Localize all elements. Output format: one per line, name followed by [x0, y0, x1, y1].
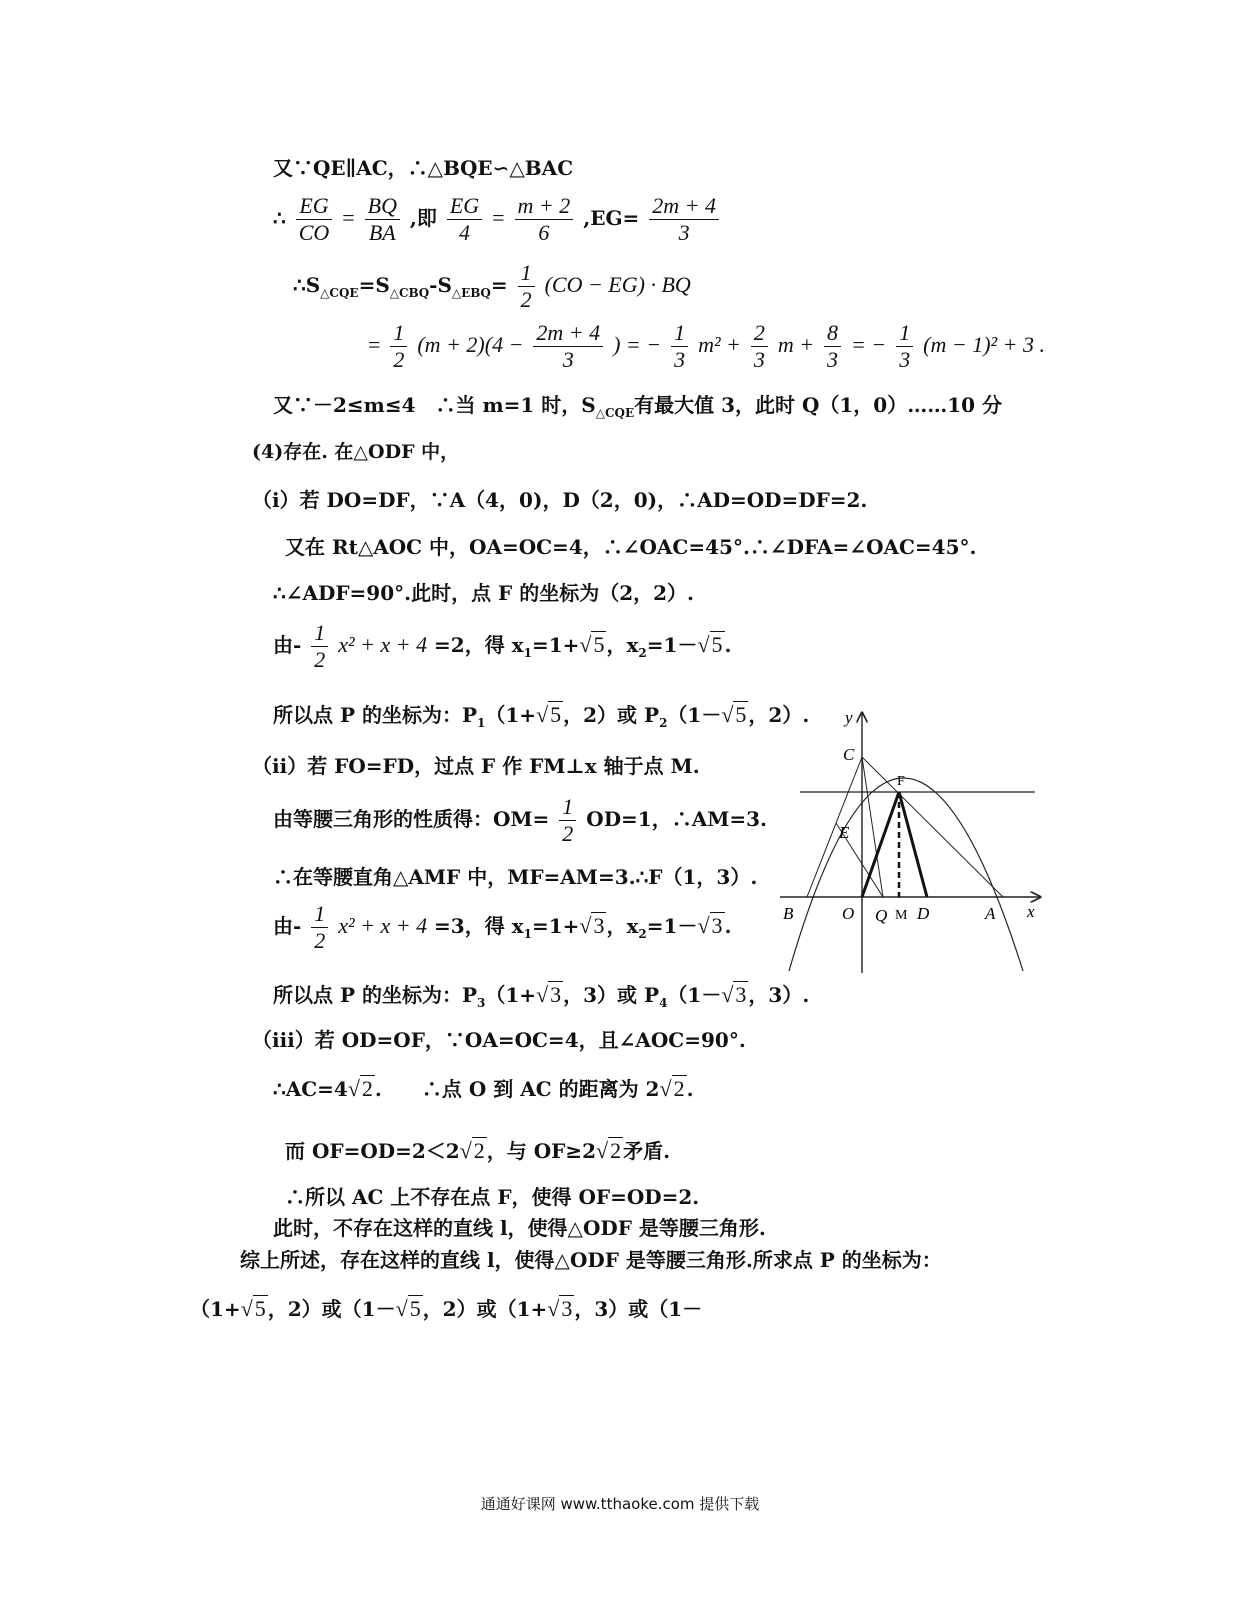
line-18: ∴AC=4√2 . ∴点 O 到 AC 的距离为 2√2 .	[273, 1076, 694, 1101]
fraction-half: $\frac{1}{2}$	[518, 262, 535, 311]
line-23: （1+√5 ，2）或（1－√5 ，2）或（1+√3 ，3）或（1－	[190, 1296, 703, 1321]
fraction-eg-co: $\frac{EG}{CO}$	[296, 195, 333, 244]
line-21: 此时，不存在这样的直线 l，使得△ODF 是等腰三角形.	[273, 1216, 766, 1240]
label-o: O	[842, 904, 855, 923]
connector-text: ,即	[409, 206, 437, 230]
line-4: = $\frac{1}{2}$ (m + 2)(4 − $\frac{2m + 4}{3}$ ) = − $\frac{1}{3}$ m² + $\frac{2}{3}$ m + $\frac{8}{3}$ = − $\frac{1}{3}$ (m − 1)² + 3 .	[368, 320, 1045, 372]
sqrt-5: √5	[579, 632, 605, 657]
line-12: （ⅱ）若 FO=FD，过点 F 作 FM⊥x 轴于点 M.	[252, 754, 700, 778]
equals: =	[342, 205, 355, 230]
fraction-eg-4: $\frac{EG}{4}$	[447, 195, 482, 244]
line-19: 而 OF=OD=2＜2√2 ，与 OF≥2√2 矛盾.	[285, 1138, 671, 1163]
line-15: 由- $\frac{1}{2}$ x² + x + 4 =3，得 $x_1=1+√3$ ，$x_2=1-√3$ .	[273, 901, 732, 953]
line-17: （ⅲ）若 OD=OF，∵OA=OC=4，且∠AOC=90°.	[252, 1028, 746, 1052]
segment-ca	[862, 757, 1003, 897]
line-16: 所以点 P 的坐标为：$P_3(1+√3$ ，3）或 $P_4(1-√3$ ，3）.	[273, 982, 810, 1010]
line-11: 所以点 P 的坐标为：$P_1(1+√5$ ，2）或 $P_2(1-√5$ ，2）.	[273, 702, 810, 730]
parabola	[789, 778, 1023, 971]
label-m: M	[895, 908, 908, 923]
label-y: y	[845, 708, 853, 727]
line-14: ∴在等腰直角△AMF 中，MF=AM=3.∴F（1，3）.	[273, 865, 758, 889]
label-q: Q	[875, 906, 888, 925]
connector-text: ,EG=	[583, 206, 640, 230]
fraction-2m4-3: $\frac{2m + 4}{3}$	[649, 195, 719, 244]
fraction-bq-ba: $\frac{BQ}{BA}$	[365, 195, 400, 244]
line-10: 由- $\frac{1}{2}$ x² + x + 4 =2，得 $x_1=1+√5$ ，$x_2=1-√5$ .	[273, 620, 732, 672]
line-5: 又∵－2≤m≤4 ∴当 m=1 时，$S_{\triangle CQE}$有最大值 3，此时 Q（1，0）……10 分	[273, 393, 1002, 420]
label-f: F	[897, 774, 905, 789]
line-20: ∴所以 AC 上不存在点 F，使得 OF=OD=2.	[285, 1185, 700, 1209]
label-c: C	[843, 745, 855, 764]
therefore-symbol: ∴	[273, 206, 286, 230]
segment-cb	[807, 757, 862, 897]
coordinate-diagram	[783, 708, 1080, 1015]
label-d: D	[917, 904, 930, 923]
label-e: E	[839, 823, 850, 842]
label-b: B	[783, 904, 794, 923]
line-2	[273, 195, 722, 244]
line-1: 又∵QE∥AC，∴△BQE∽△BAC	[273, 156, 574, 180]
label-a: A	[985, 904, 996, 923]
line-22: 综上所述，存在这样的直线 l，使得△ODF 是等腰三角形.所求点 P 的坐标为：	[240, 1248, 942, 1272]
fraction-m2-6: $\frac{m + 2}{6}$	[515, 195, 574, 244]
sqrt-5: √5	[697, 632, 723, 657]
page-footer: 通通好课网 www.tthaoke.com 提供下载	[480, 1495, 760, 1513]
segment-cq	[862, 757, 883, 897]
line-3: $\therefore S_{\triangle CQE}=S_{\triangle CBQ}-S_{\triangle EBQ}=$ $\frac{1}{2}$ (CO − EG) · BQ	[293, 260, 691, 312]
line-13: 由等腰三角形的性质得：OM= $\frac{1}{2}$ OD=1，∴AM=3.	[273, 794, 767, 846]
line-7: （ⅰ）若 DO=DF，∵A（4，0)，D（2，0)，∴AD=OD=DF=2.	[252, 488, 868, 512]
line-9: ∴∠ADF=90°.此时，点 F 的坐标为（2，2）.	[273, 581, 695, 605]
line-6: (4)存在. 在△ODF 中，	[252, 441, 460, 463]
equals: =	[492, 205, 505, 230]
line-8: 又在 Rt△AOC 中，OA=OC=4，∴∠OAC=45°.∴∠DFA=∠OAC=45°.	[285, 535, 977, 559]
label-x: x	[1027, 902, 1035, 921]
